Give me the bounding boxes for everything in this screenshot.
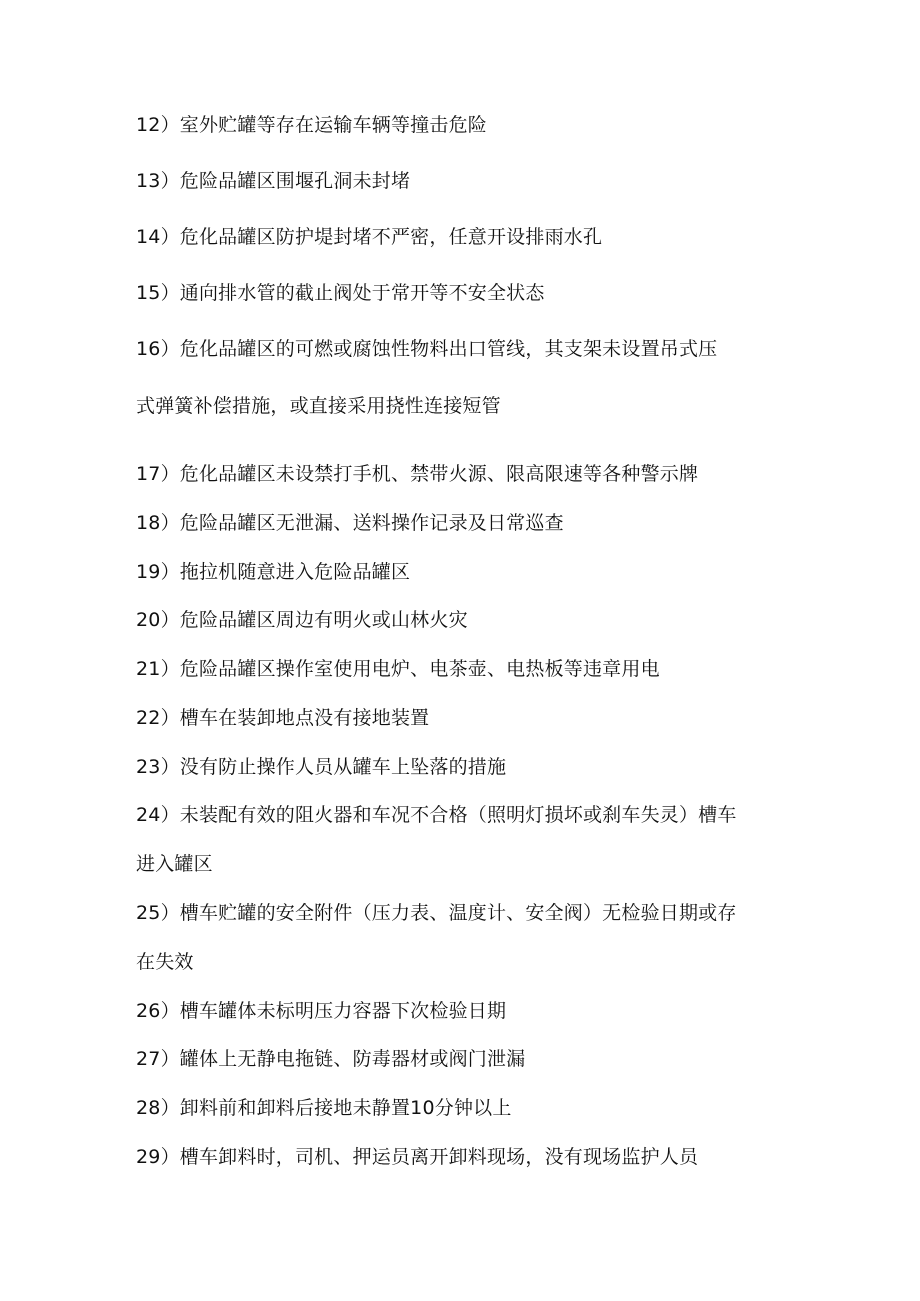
list-item-22: 22）槽车在装卸地点没有接地装置 xyxy=(136,707,430,729)
list-item-16-line-2: 式弹簧补偿措施，或直接采用挠性连接短管 xyxy=(136,395,501,417)
list-item-23: 23）没有防止操作人员从罐车上坠落的措施 xyxy=(136,756,507,778)
list-item-14: 14）危化品罐区防护堤封堵不严密，任意开设排雨水孔 xyxy=(136,226,603,248)
list-item-29: 29）槽车卸料时，司机、押运员离开卸料现场，没有现场监护人员 xyxy=(136,1146,699,1168)
list-item-17: 17）危化品罐区未设禁打手机、禁带火源、限高限速等各种警示牌 xyxy=(136,463,699,485)
list-item-13: 13）危险品罐区围堰孔洞未封堵 xyxy=(136,170,411,192)
list-item-27: 27）罐体上无静电拖链、防毒器材或阀门泄漏 xyxy=(136,1048,526,1070)
list-item-21: 21）危险品罐区操作室使用电炉、电茶壶、电热板等违章用电 xyxy=(136,658,660,680)
list-item-12: 12）室外贮罐等存在运输车辆等撞击危险 xyxy=(136,114,487,136)
list-item-19: 19）拖拉机随意进入危险品罐区 xyxy=(136,561,411,583)
list-item-25-line-1: 25）槽车贮罐的安全附件（压力表、温度计、安全阀）无检验日期或存 xyxy=(136,902,737,924)
list-item-16-line-1: 16）危化品罐区的可燃或腐蚀性物料出口管线，其支架未设置吊式压 xyxy=(136,338,718,360)
list-item-15: 15）通向排水管的截止阀处于常开等不安全状态 xyxy=(136,282,545,304)
list-item-24-line-2: 进入罐区 xyxy=(136,853,213,875)
list-item-20: 20）危险品罐区周边有明火或山林火灾 xyxy=(136,609,468,631)
list-item-24-line-1: 24）未装配有效的阻火器和车况不合格（照明灯损坏或刹车失灵）槽车 xyxy=(136,804,737,826)
list-item-18: 18）危险品罐区无泄漏、送料操作记录及日常巡查 xyxy=(136,512,564,534)
list-item-25-line-2: 在失效 xyxy=(136,951,194,973)
list-item-28: 28）卸料前和卸料后接地未静置10分钟以上 xyxy=(136,1097,512,1119)
list-item-26: 26）槽车罐体未标明压力容器下次检验日期 xyxy=(136,1000,507,1022)
